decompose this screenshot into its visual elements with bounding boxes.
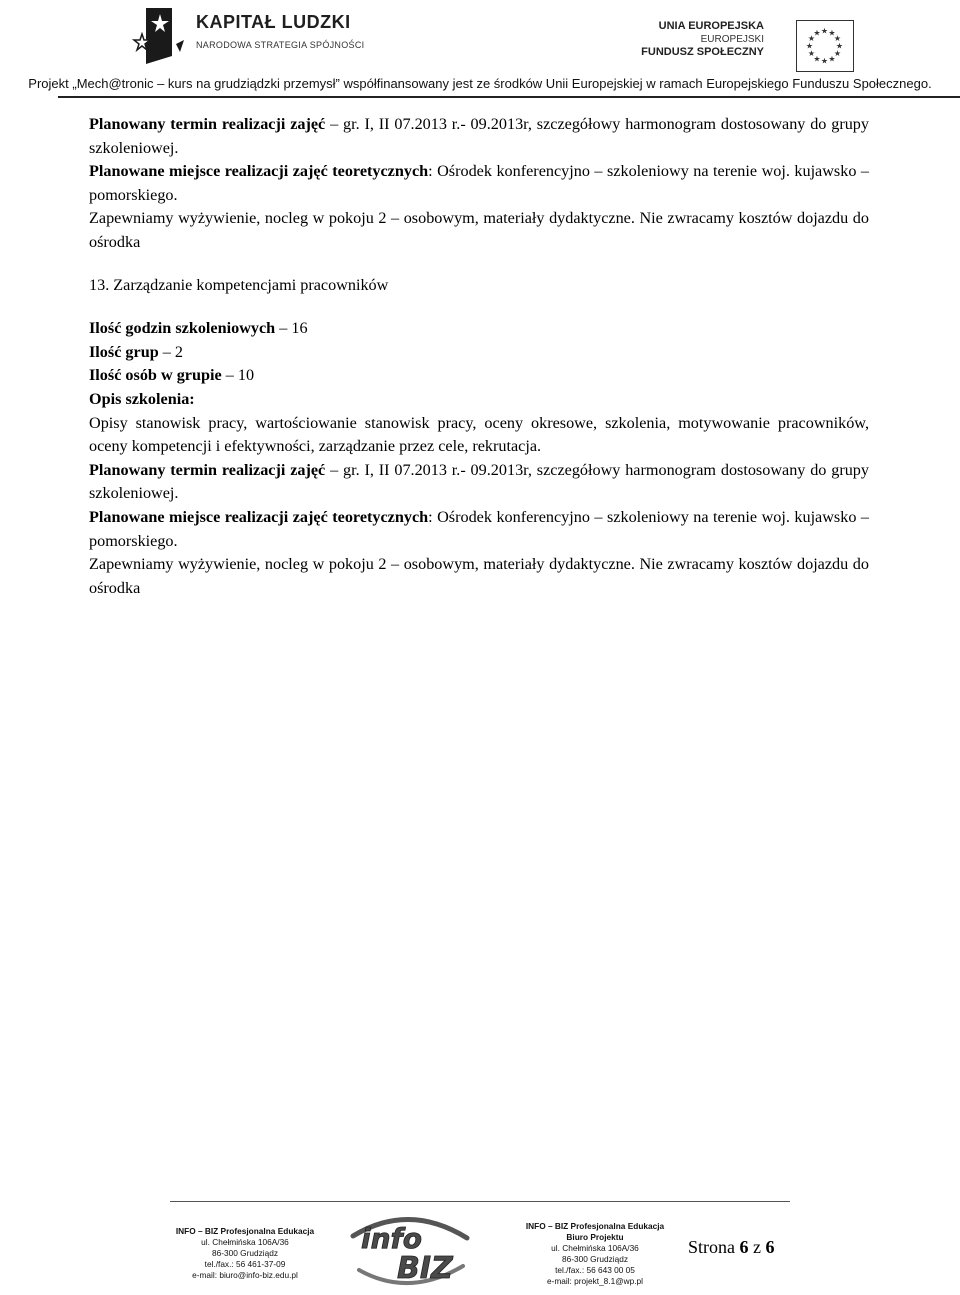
svg-text:info: info — [361, 1222, 422, 1255]
page-number — [688, 1237, 775, 1258]
place-label: Planowane miejsce realizacji zajęć teoretycznych — [89, 162, 429, 181]
footer-address-right — [520, 1221, 670, 1287]
eu-logo-text — [641, 20, 764, 59]
hours-value: – 16 — [275, 319, 308, 338]
persons-label: Ilość osób w grupie — [89, 366, 222, 385]
page-header — [0, 0, 960, 100]
section-provision-paragraph: Zapewniamy wyżywienie, nocleg w pokoju 2 – osobowym, materiały dydaktyczne. Nie zwracamy kosztów dojazdu do ośrodka — [89, 555, 869, 597]
eu-flag-icon — [796, 20, 854, 72]
footer-right-office: Biuro Projektu — [566, 1232, 624, 1242]
kapital-ludzki-subtitle: NARODOWA STRATEGIA SPÓJNOŚCI — [196, 40, 365, 50]
groups-value: – 2 — [158, 342, 183, 361]
eu-star-icon: ★ — [835, 41, 844, 51]
footer-left-city: 86-300 Grudziądz — [212, 1248, 278, 1258]
description-label: Opis szkolenia: — [89, 389, 195, 408]
eu-star-icon: ★ — [820, 26, 829, 36]
eu-star-icon: ★ — [805, 41, 814, 51]
footer-right-phone: tel./fax.: 56 643 00 05 — [555, 1265, 635, 1275]
persons-value: – 10 — [221, 366, 255, 385]
term-label: Planowany termin realizacji zajęć — [89, 115, 326, 133]
term-paragraph — [89, 113, 869, 160]
eu-star-icon: ★ — [807, 34, 816, 43]
eu-star-icon: ★ — [828, 28, 836, 38]
footer-left-phone: tel./fax.: 56 461-37-09 — [204, 1259, 286, 1269]
eu-star-icon: ★ — [820, 56, 829, 66]
groups-label: Ilość grup — [89, 342, 159, 361]
eu-star-icon: ★ — [833, 34, 842, 43]
eu-star-icon: ★ — [813, 54, 821, 64]
eu-star-icon: ★ — [828, 54, 836, 64]
section-heading: 13. Zarządzanie kompetencjami pracowników — [89, 275, 389, 294]
footer-right-name: INFO – BIZ Profesjonalna Edukacja — [525, 1221, 665, 1231]
place-paragraph — [89, 160, 869, 207]
hours-line — [89, 317, 869, 341]
description-text: Opisy stanowisk pracy, wartościowanie stanowisk pracy, oceny okresowe, szkolenia, motywowanie pracowników, oceny kompetencji i efektywności, zarządzanie przez cele, rekrutacja. — [89, 413, 869, 456]
groups-line — [89, 341, 869, 365]
page-current: 6 — [739, 1237, 749, 1257]
document-body — [89, 113, 869, 600]
eu-line-3: FUNDUSZ SPOŁECZNY — [641, 46, 764, 58]
place-value: : Ośrodek konferencyjno – szkoleniowy na terenie woj. kujawsko – pomorskiego. — [89, 162, 869, 204]
page-separator: z — [748, 1237, 766, 1257]
footer-divider — [170, 1201, 790, 1202]
section-place-label: Planowane miejsce realizacji zajęć teoretycznych — [89, 507, 429, 526]
hours-label: Ilość godzin szkoleniowych — [89, 319, 276, 338]
provision-paragraph: Zapewniamy wyżywienie, nocleg w pokoju 2 – osobowym, materiały dydaktyczne. Nie zwracamy kosztów dojazdu do ośrodka — [89, 209, 869, 251]
persons-line — [89, 364, 869, 388]
eu-line-2: EUROPEJSKI — [700, 34, 764, 45]
page-total: 6 — [765, 1237, 775, 1257]
kapital-ludzki-logo — [132, 4, 365, 68]
footer-left-street: ul. Chełmińska 106A/36 — [201, 1237, 289, 1247]
svg-text:BIZ: BIZ — [397, 1251, 453, 1286]
eu-star-icon: ★ — [813, 28, 821, 38]
section-term-label: Planowany termin realizacji zajęć — [89, 460, 326, 479]
eu-logo — [640, 20, 860, 72]
section-term-value: – gr. I, II 07.2013 r.- 09.2013r, szczegółowy harmonogram dostosowany do grupy szkoleniowej. — [89, 460, 869, 503]
footer-right-street: ul. Chełmińska 106A/36 — [551, 1243, 639, 1253]
section-place-paragraph — [89, 506, 869, 553]
kapital-ludzki-title: KAPITAŁ LUDZKI — [196, 12, 351, 32]
project-cofinancing-line: Projekt „Mech@tronic – kurs na grudziądzki przemysł” współfinansowany jest ze środków Unii Europejskiej w ramach Europejskiego Funduszu Społecznego. — [28, 76, 932, 91]
footer-right-city: 86-300 Grudziądz — [562, 1254, 628, 1264]
section-term-paragraph — [89, 459, 869, 506]
term-value: – gr. I, II 07.2013 r.- 09.2013r, szczegółowy harmonogram dostosowany do grupy szkoleniowej. — [89, 115, 869, 157]
eu-star-icon: ★ — [833, 49, 842, 58]
footer-right-email: e-mail: projekt_8.1@wp.pl — [546, 1276, 644, 1286]
footer-address-left — [170, 1226, 320, 1281]
footer-left-email: e-mail: biuro@info-biz.edu.pl — [192, 1270, 298, 1280]
section-place-value: : Ośrodek konferencyjno – szkoleniowy na terenie woj. kujawsko – pomorskiego. — [89, 507, 869, 550]
header-divider — [58, 96, 960, 98]
info-biz-logo — [345, 1208, 473, 1290]
footer-left-name: INFO – BIZ Profesjonalna Edukacja — [175, 1226, 315, 1236]
page-prefix: Strona — [688, 1237, 740, 1257]
eu-star-icon: ★ — [807, 49, 816, 58]
eu-line-1: UNIA EUROPEJSKA — [658, 20, 764, 32]
kapital-ludzki-emblem-icon — [132, 4, 192, 68]
